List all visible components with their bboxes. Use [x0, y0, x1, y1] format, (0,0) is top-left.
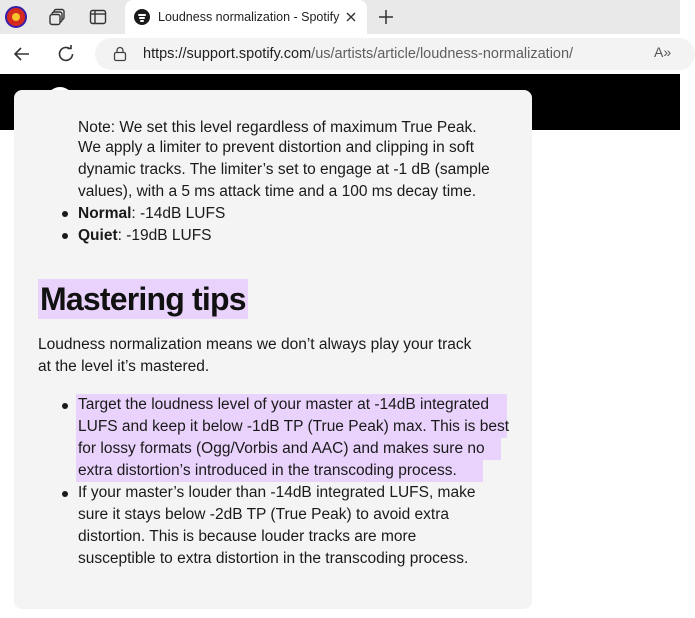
workspaces-icon[interactable] — [46, 5, 70, 29]
tip1-line-4: extra distortion’s introduced in the transcoding process. — [78, 462, 457, 479]
lock-icon[interactable] — [113, 46, 127, 62]
tip2-line-3: distortion. This is because louder tracks are more — [78, 528, 417, 545]
bullet-tip-2 — [62, 491, 68, 497]
close-tab-icon[interactable] — [343, 9, 359, 25]
article-content — [0, 119, 680, 618]
active-tab[interactable] — [125, 0, 367, 34]
browser-toolbar — [0, 34, 680, 74]
list-item-normal — [78, 203, 225, 225]
loud-line-1: We apply a limiter to prevent distortion and clipping in soft — [78, 139, 475, 156]
read-aloud-icon[interactable]: A» — [654, 44, 672, 60]
normal-value: : -14dB LUFS — [131, 205, 226, 222]
tip1-line-3: for lossy formats (Ogg/Vorbis and AAC) and makes sure no — [78, 440, 485, 457]
browser-tab-strip — [0, 0, 680, 34]
intro-line-1: Loudness normalization means we don’t always play your track — [38, 336, 472, 353]
tip1-line-1: Target the loudness level of your master at -14dB integrated — [78, 396, 489, 413]
vertical-tabs-icon[interactable] — [86, 5, 110, 29]
section-heading: Mastering tips — [40, 281, 246, 317]
tip2-line-2: sure it stays below -2dB TP (True Peak) to avoid extra — [78, 506, 450, 523]
bullet-tip-1 — [62, 403, 68, 409]
spotify-favicon-icon — [134, 9, 150, 25]
loud-line-2: dynamic tracks. The limiter’s set to engage at -1 dB (sample — [78, 161, 490, 178]
note-text: Note: We set this level regardless of maximum True Peak. — [78, 119, 477, 136]
quiet-label: Quiet — [78, 227, 118, 244]
tip2-line-1: If your master’s louder than -14dB integrated LUFS, make — [78, 484, 476, 501]
quiet-value: : -19dB LUFS — [117, 227, 212, 244]
loud-line-3: values), with a 5 ms attack time and a 100 ms decay time. — [78, 183, 477, 200]
address-bar[interactable] — [95, 38, 695, 70]
reload-icon[interactable] — [54, 42, 78, 66]
list-item-quiet — [78, 225, 212, 247]
tip1-line-2: LUFS and keep it below -1dB TP (True Peak) max. This is best — [78, 418, 510, 435]
url-text[interactable] — [143, 46, 573, 62]
tab-title: Loudness normalization - Spotify — [158, 10, 340, 24]
tip2-line-4: susceptible to extra distortion in the transcoding process. — [78, 550, 469, 567]
bullet-quiet — [62, 233, 68, 239]
back-arrow-icon[interactable] — [10, 42, 34, 66]
intro-line-2: at the level it’s mastered. — [38, 358, 210, 375]
normal-label: Normal — [78, 205, 132, 222]
bullet-normal — [62, 211, 68, 217]
url-path: /us/artists/article/loudness-normalization/ — [311, 46, 574, 62]
url-host: https://support.spotify.com — [143, 46, 312, 62]
profile-avatar-icon[interactable] — [4, 5, 28, 29]
new-tab-icon[interactable] — [375, 6, 397, 28]
